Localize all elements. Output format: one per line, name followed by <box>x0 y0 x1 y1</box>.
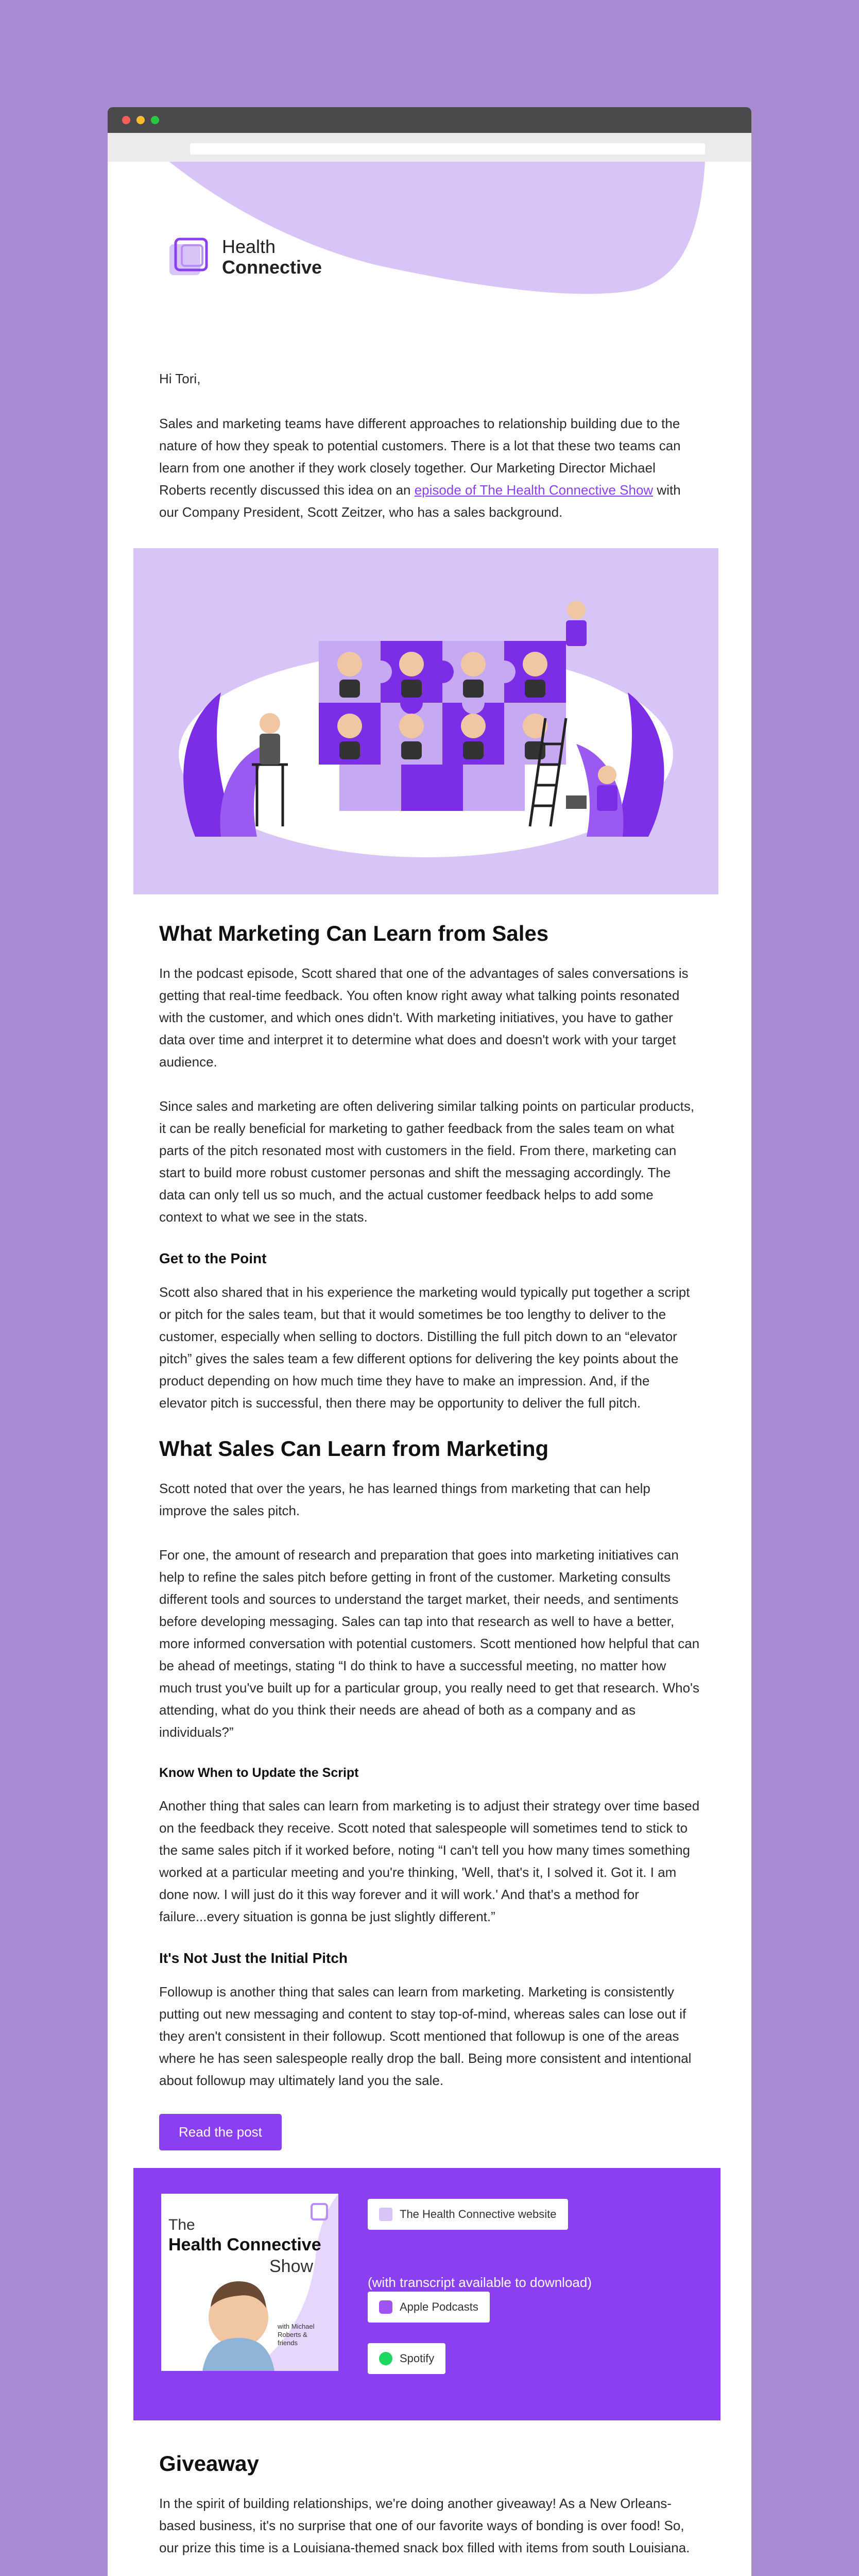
cover-art-show: Show <box>269 2257 314 2276</box>
subhead-get-to-point: Get to the Point <box>159 1250 267 1266</box>
podcast-cover-art[interactable] <box>161 2194 338 2371</box>
apple-podcasts-icon <box>379 2300 392 2314</box>
browser-toolbar <box>108 133 751 162</box>
minimize-dot-icon[interactable] <box>136 116 145 124</box>
s1-paragraph-1: In the podcast episode, Scott shared that one of the advantages of sales conversations is getting that real-time feedback. You often know right away what talking points resonated with the customer, and which ones didn't. With marketing initiatives, you have to gather data over time and interpret it to determine what does and doesn't work with your target audience. <box>159 965 689 1070</box>
read-post-button[interactable]: Read the post <box>159 2114 282 2150</box>
section-title-marketing-from-sales: What Marketing Can Learn from Sales <box>159 921 549 945</box>
email-header <box>108 162 751 306</box>
podcast-episode-link[interactable]: episode of The Health Connective Show <box>414 482 654 498</box>
brand-logo <box>168 234 322 280</box>
article-body <box>108 894 751 2150</box>
s2-paragraph-2: For one, the amount of research and preparation that goes into marketing initiatives can help to refine the sales pitch before getting in front of the customer. Marketing consults different tools and sources to understand the target market, their needs, and sentiments before developing messaging. Sales can tap into that research as well to have a better, more informed conversation with potential customers. Scott mentioned how helpful that can be ahead of meetings, stating “I do think to have a successful meeting, no matter how much trust you've built up for a particular group, you really need to get that research. Who's attending, what do you think their needs are ahead of both as a company and as individuals?” <box>159 1547 700 1740</box>
cover-art-name: Health Connective <box>168 2235 321 2255</box>
intro-paragraph <box>159 413 700 523</box>
s2-paragraph-1: Scott noted that over the years, he has learned things from marketing that can help improve the sales pitch. <box>159 1481 650 1518</box>
spotify-button[interactable] <box>368 2343 445 2374</box>
section-title-sales-from-marketing: What Sales Can Learn from Marketing <box>159 1436 549 1461</box>
intro-text-1: Sales and marketing teams have different approaches to relationship building due to the nature of how they speak to potential customers. There is a lot that these two teams can learn from one another if they work closely together. Our Marketing Director Michael Roberts recently discussed this idea on an <box>159 416 681 498</box>
email-intro <box>108 306 751 523</box>
website-button[interactable] <box>368 2199 568 2230</box>
cover-art-the: The <box>168 2216 195 2233</box>
spotify-label: Spotify <box>400 2352 435 2365</box>
spotify-icon <box>379 2352 392 2365</box>
logo-line-1: Health <box>222 236 276 257</box>
giveaway-paragraph-1: In the spirit of building relationships, we're doing another giveaway! As a New Orleans-based business, it's no surprise that one of our favorite ways of bonding is over food! So, our prize this time is a Louisiana-themed snack box filled with items from south Louisiana. <box>159 2496 690 2555</box>
email-page <box>108 162 751 2576</box>
puzzle-team-illustration <box>133 548 718 894</box>
podcast-panel <box>133 2168 720 2420</box>
hero-illustration <box>133 548 718 894</box>
apple-podcasts-label: Apple Podcasts <box>400 2300 478 2313</box>
s1-paragraph-2: Since sales and marketing are often delivering similar talking points on particular products, it can be really beneficial for marketing to gather feedback from the sales team on what parts of the pitch resonated most with customers in the field. From there, marketing can start to build more robust customer personas and shift the messaging accordingly. The data can only tell us so much, and the actual customer feedback helps to add some context to what we see in the stats. <box>159 1098 695 1225</box>
close-dot-icon[interactable] <box>122 116 130 124</box>
logo-line-2: Connective <box>222 257 322 278</box>
s2-paragraph-4: Followup is another thing that sales can learn from marketing. Marketing is consistently putting out new messaging and content to stay top-of-mind, whereas sales can lose out if they aren't consistent in their followup. Scott mentioned that followup is one of the areas where he has seen salespeople really drop the ball. Being more consistent and intentional about followup may ultimately land you the sale. <box>159 1984 692 2088</box>
browser-window <box>108 107 751 2576</box>
browser-titlebar <box>108 107 751 133</box>
address-bar[interactable] <box>190 143 705 155</box>
intro-text-2: with our Company President, Scott Zeitzer, who has a sales background. <box>159 482 681 520</box>
cover-art-with: with Michael Roberts & friends <box>278 2323 315 2347</box>
greeting: Hi Tori, <box>159 371 201 386</box>
transcript-note: (with transcript available to download) <box>368 2275 592 2290</box>
subhead-update-script: Know When to Update the Script <box>159 1766 359 1780</box>
apple-podcasts-button[interactable] <box>368 2292 490 2323</box>
cover-art-title <box>168 2215 321 2255</box>
s1-paragraph-3: Scott also shared that in his experience the marketing would typically put together a script or pitch for the sales team, but that it would sometimes be too lengthy to deliver to the customer, especially when selling to doctors. Distilling the full pitch down to an “elevator pitch” gives the sales team a few different options for delivering the key points about the product depending on how much time they have to make an impression. And, if the elevator pitch is successful, then there may be opportunity to deliver the full pitch. <box>159 1284 690 1411</box>
globe-icon <box>379 2208 392 2221</box>
giveaway-section <box>108 2420 751 2576</box>
maximize-dot-icon[interactable] <box>151 116 159 124</box>
subhead-initial-pitch: It's Not Just the Initial Pitch <box>159 1950 348 1966</box>
logo-wordmark <box>222 236 322 278</box>
giveaway-title: Giveaway <box>159 2451 259 2476</box>
logo-mark-icon <box>168 234 215 280</box>
s2-paragraph-3: Another thing that sales can learn from marketing is to adjust their strategy over time based on the feedback they receive. Scott noted that salespeople will sometimes tend to stick to the same sales pitch if it worked before, noting “I can't tell you how many times something worked at a particular meeting and you're thinking, 'Well, that's it, I solved it. Got it. I am done now. I will just do it this way forever and it will work.' And that's a method for failure...every situation is gonna be just slightly different.” <box>159 1798 700 1924</box>
website-button-label: The Health Connective website <box>400 2208 557 2221</box>
